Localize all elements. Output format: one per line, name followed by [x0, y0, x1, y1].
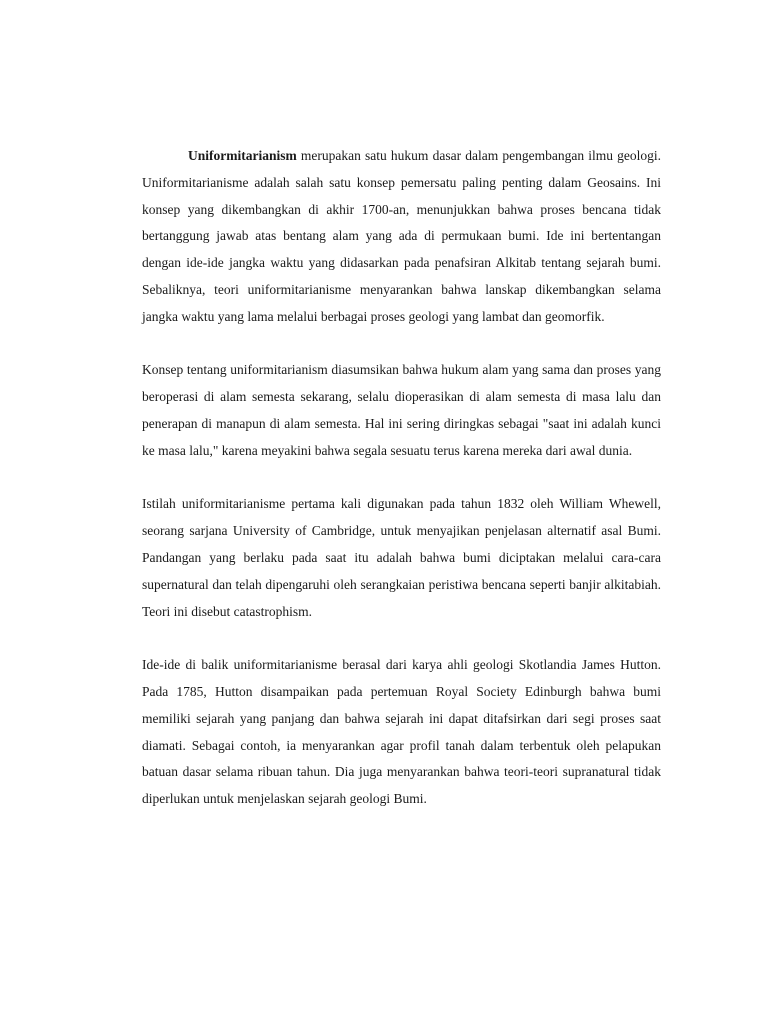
paragraph-1 [142, 143, 661, 331]
term-uniformitarianism: Uniformitarianism [188, 148, 297, 163]
paragraph-4: Ide-ide di balik uniformitarianisme berasal dari karya ahli geologi Skotlandia James Hutton. Pada 1785, Hutton disampaikan pada pertemuan Royal Society Edinburgh bahwa bumi memiliki sejarah yang panjang dan bahwa sejarah ini dapat ditafsirkan dari segi proses saat diamati. Sebagai contoh, ia menyarankan agar profil tanah dalam terbentuk oleh pelapukan batuan dasar selama ribuan tahun. Dia juga menyarankan bahwa teori-teori supranatural tidak diperlukan untuk menjelaskan sejarah geologi Bumi. [142, 657, 661, 807]
paragraph-3: Istilah uniformitarianisme pertama kali digunakan pada tahun 1832 oleh William Whewell, seorang sarjana University of Cambridge, untuk menyajikan penjelasan alternatif asal Bumi. Pandangan yang berlaku pada saat itu adalah bahwa bumi diciptakan melalui cara-cara supernatural dan telah dipengaruhi oleh serangkaian peristiwa bencana seperti banjir alkitabiah. Teori ini disebut catastrophism. [142, 496, 661, 619]
paragraph-1-text: merupakan satu hukum dasar dalam pengembangan ilmu geologi. Uniformitarianisme adalah salah satu konsep pemersatu paling penting dalam Geosains. Ini konsep yang dikembangkan di akhir 1700-an, menunjukkan bahwa proses bencana tidak bertanggung jawab atas bentang alam yang ada di permukaan bumi. Ide ini bertentangan dengan ide-ide jangka waktu yang didasarkan pada penafsiran Alkitab tentang sejarah bumi. Sebaliknya, teori uniformitarianisme menyarankan bahwa lanskap dikembangkan selama jangka waktu yang lama melalui berbagai proses geologi yang lambat dan geomorfik. [142, 148, 661, 324]
document-body [142, 143, 661, 840]
paragraph-2: Konsep tentang uniformitarianism diasumsikan bahwa hukum alam yang sama dan proses yang beroperasi di alam semesta sekarang, selalu dioperasikan di alam semesta di masa lalu dan penerapan di manapun di alam semesta. Hal ini sering diringkas sebagai "saat ini adalah kunci ke masa lalu," karena meyakini bahwa segala sesuatu terus karena mereka dari awal dunia. [142, 362, 661, 458]
